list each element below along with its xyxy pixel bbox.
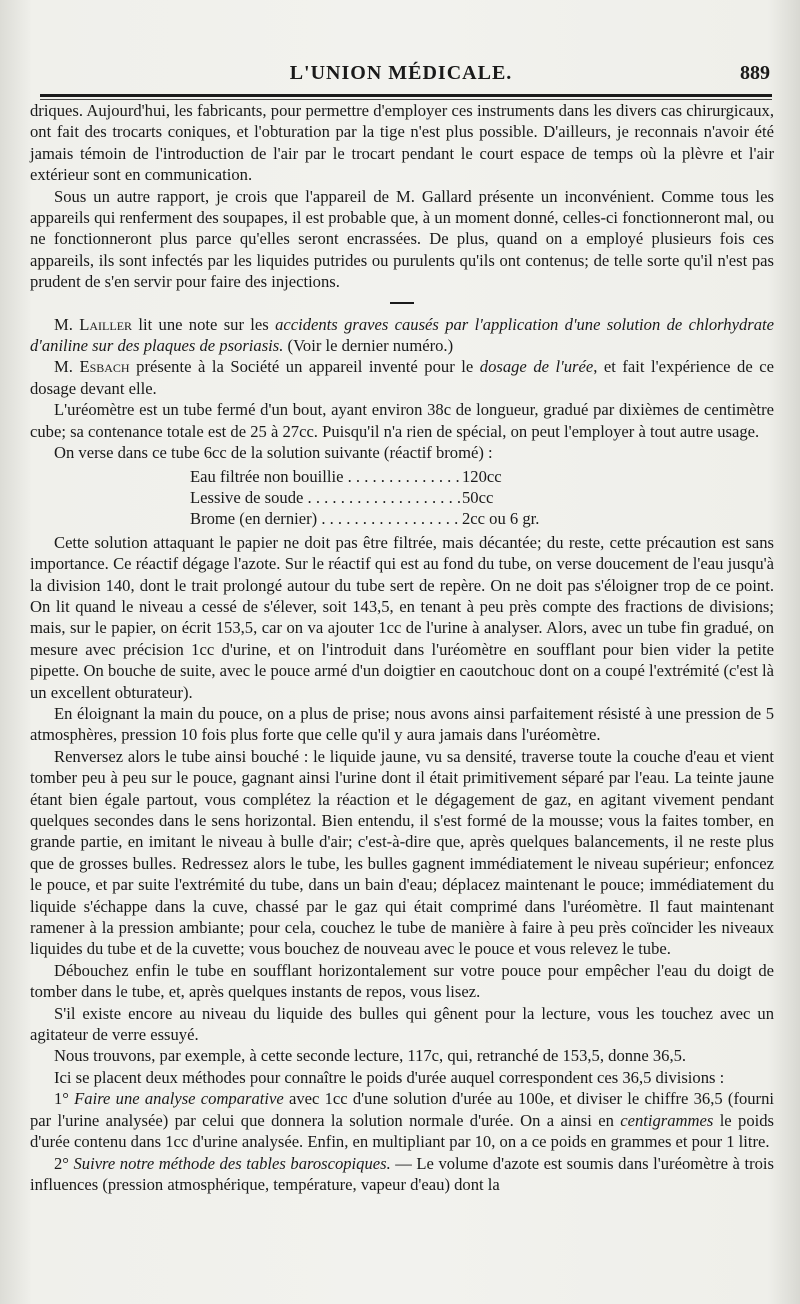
paragraph: Renversez alors le tube ainsi bouché : le liquide jaune, vu sa densité, traverse toute la couche d'eau et vient tomber peu à peu sur le pouce, gagnant ainsi l'urine dont il était primitivement séparé par l'eau. La teinte jaune étant bien égale partout, vous complétez la réaction et le dégagement de gaz, en agitant vivement pendant quelques secondes dans le sens horizontal. Bien entendu, il s'est formé de la mousse; vous la faites tomber, en grande partie, en imitant le niveau à bulle d'air; c'est-à-dire que, après quelques balancements, il ne reste plus que de grosses bulles. Redressez alors le tube, les bulles gagnent immédiatement le niveau supérieur; enfoncez le pouce, et par suite l'extrémité du tube, dans un bain d'eau; déplacez maintenant le pouce; immédiatement du liquide s'échappe dans la cuve, chassé par le gaz qui était comprimé dans l'uréomètre. Il faut maintenant ramener à la pression ambiante; pour cela, couchez le tube de manière à faire à peu près coïncider les niveaux liquides du tube et de la cuvette; vous bouchez de nouveau avec le pouce et vous relevez le tube. bbox=[30, 746, 774, 959]
text-run: — Le volume d'azote est soumis dans l'uréomètre à trois influences (pression atmosphérique, température, vapeur d'eau) dont la bbox=[30, 1153, 774, 1194]
page-header bbox=[30, 60, 772, 88]
italic-term: centigrammes bbox=[620, 1110, 714, 1130]
formula-ingredient: Lessive de soude . . . bbox=[190, 487, 462, 508]
text-run: (Voir le dernier numéro.) bbox=[283, 336, 454, 356]
method-two-paragraph bbox=[30, 1153, 774, 1196]
communication-title: accidents graves causés par l'application d'une solution de chlorhydrate d'aniline sur des plaques de psoriasis. bbox=[30, 314, 774, 356]
formula-quantity: 2cc ou 6 gr. bbox=[462, 509, 540, 529]
paragraph: L'uréomètre est un tube fermé d'un bout, ayant environ 38c de longueur, gradué par dixièmes de centimètre cube; sa contenance totale est de 25 à 27cc. Puisqu'il n'a rien de spécial, on peut l'employer à tout autre usage. bbox=[30, 400, 774, 441]
paragraph: driques. Aujourd'hui, les fabricants, pour permettre d'employer ces instruments dans les divers cas chirurgicaux, ont fait des trocarts coniques, et l'obturation par la tige n'est plus possible. D'ailleurs, je reconnais n'avoir été jamais témoin de l'introduction de l'air par le trocart pendant le court espace de temps où la plèvre et l'air extérieur sont en communication. bbox=[30, 101, 774, 185]
formula-quantity: 50cc bbox=[462, 487, 494, 507]
paragraph: Nous trouvons, par exemple, à cette seconde lecture, 117c, qui, retranché de 153,5, donne 36,5. bbox=[54, 1046, 687, 1066]
text-run: 2° bbox=[54, 1153, 74, 1173]
method-one-paragraph bbox=[30, 1088, 774, 1152]
text-run: le poids d'urée contenu dans 1cc d'urine analysée. Enfin, en multipliant par 10, on a ce poids en grammes et pour 1 litre. bbox=[30, 1110, 774, 1152]
method-title: Suivre notre méthode des tables baroscopiques. bbox=[73, 1153, 391, 1173]
communication-title: dosage de l'urée bbox=[479, 357, 594, 377]
formula-row bbox=[190, 466, 774, 487]
section-separator bbox=[390, 302, 414, 304]
text-run: présente à la Société un appareil inventé pour le bbox=[129, 357, 480, 377]
paragraph-lailler bbox=[30, 314, 774, 357]
method-title: Faire une analyse comparative bbox=[74, 1089, 284, 1109]
text-run: , et fait l'expérience de ce dosage devant elle. bbox=[30, 357, 774, 398]
paragraph-esbach bbox=[30, 356, 774, 399]
running-head: L'UNION MÉDICALE. bbox=[289, 62, 513, 84]
page-number: 889 bbox=[740, 62, 770, 84]
text-run: lit une note sur les bbox=[132, 314, 276, 334]
speaker-name: M. Esbach bbox=[54, 357, 130, 377]
header-rule bbox=[40, 94, 772, 97]
paragraph: Ici se placent deux méthodes pour connaître le poids d'urée auquel correspondent ces 36,5 divisions : bbox=[54, 1067, 725, 1087]
paragraph: Sous un autre rapport, je crois que l'appareil de M. Gallard présente un inconvénient. Comme tous les appareils qui renferment des soupapes, il est probable que, à un moment donné, celles-ci fonctionneront mal, ou ne fonctionneront plus parce qu'elles seront encrassées. De plus, quand on a employé plusieurs fois ces appareils, ils sont infectés par les liquides putrides ou purulents qu'ils ont contenus; de telle sorte qu'il n'est pas prudent de s'en servir pour faire des injections. bbox=[30, 186, 774, 292]
formula-quantity: 120cc bbox=[462, 466, 502, 486]
text-run: 1° bbox=[54, 1089, 75, 1109]
formula-ingredient: Eau filtrée non bouillie . . . bbox=[190, 466, 462, 487]
formula-ingredient: Brome (en dernier) . . . bbox=[190, 508, 462, 529]
paragraph: Débouchez enfin le tube en soufflant horizontalement sur votre pouce pour empêcher l'eau du doigt de tomber dans le tube, et, après quelques instants de repos, vous lisez. bbox=[30, 960, 774, 1002]
article-body bbox=[30, 100, 774, 1195]
formula-row bbox=[190, 508, 774, 529]
paragraph: S'il existe encore au niveau du liquide des bulles qui gênent pour la lecture, vous les touchez avec un agitateur de verre essuyé. bbox=[30, 1003, 774, 1045]
formula-row bbox=[190, 487, 774, 508]
speaker-name: M. Lailler bbox=[54, 314, 133, 334]
text-run: avec 1cc d'une solution d'urée au 100e, et diviser le chiffre 36,5 (fourni par l'urine analysée) par celui que donnera la solution normale d'urée. On a ainsi en bbox=[30, 1089, 774, 1130]
paragraph: En éloignant la main du pouce, on a plus de prise; nous avons ainsi parfaitement résisté à une pression de 5 atmosphères, pression 10 fois plus forte que celle qu'il y aura jamais dans l'uréomètre. bbox=[30, 703, 774, 745]
paragraph: On verse dans ce tube 6cc de la solution suivante (réactif bromé) : bbox=[54, 443, 493, 463]
reagent-formula bbox=[190, 466, 774, 530]
paragraph: Cette solution attaquant le papier ne doit pas être filtrée, mais décantée; du reste, cette précaution est sans importance. Ce réactif dégage l'azote. Sur le réactif qui est au fond du tube, on verse doucement de l'eau jusqu'à la division 140, dont le trait prolongé autour du tube sert de repère. On ne doit pas s'éloigner trop de ce point. On lit quand le niveau a cessé de s'élever, soit 143,5, en tenant à peu près compte des fractions de divisions; mais, sur le papier, on écrit 153,5, car on va ajouter 1cc de l'urine à analyser. Alors, avec un tube fin gradué, on mesure avec précision 1cc d'urine, et on l'introduit dans l'uréomètre en soufflant pour bien vider la petite pipette. On bouche de suite, avec le pouce armé d'un doigtier en caoutchouc dont on a coupé l'extrémité (c'est là un excellent obturateur). bbox=[30, 532, 774, 702]
